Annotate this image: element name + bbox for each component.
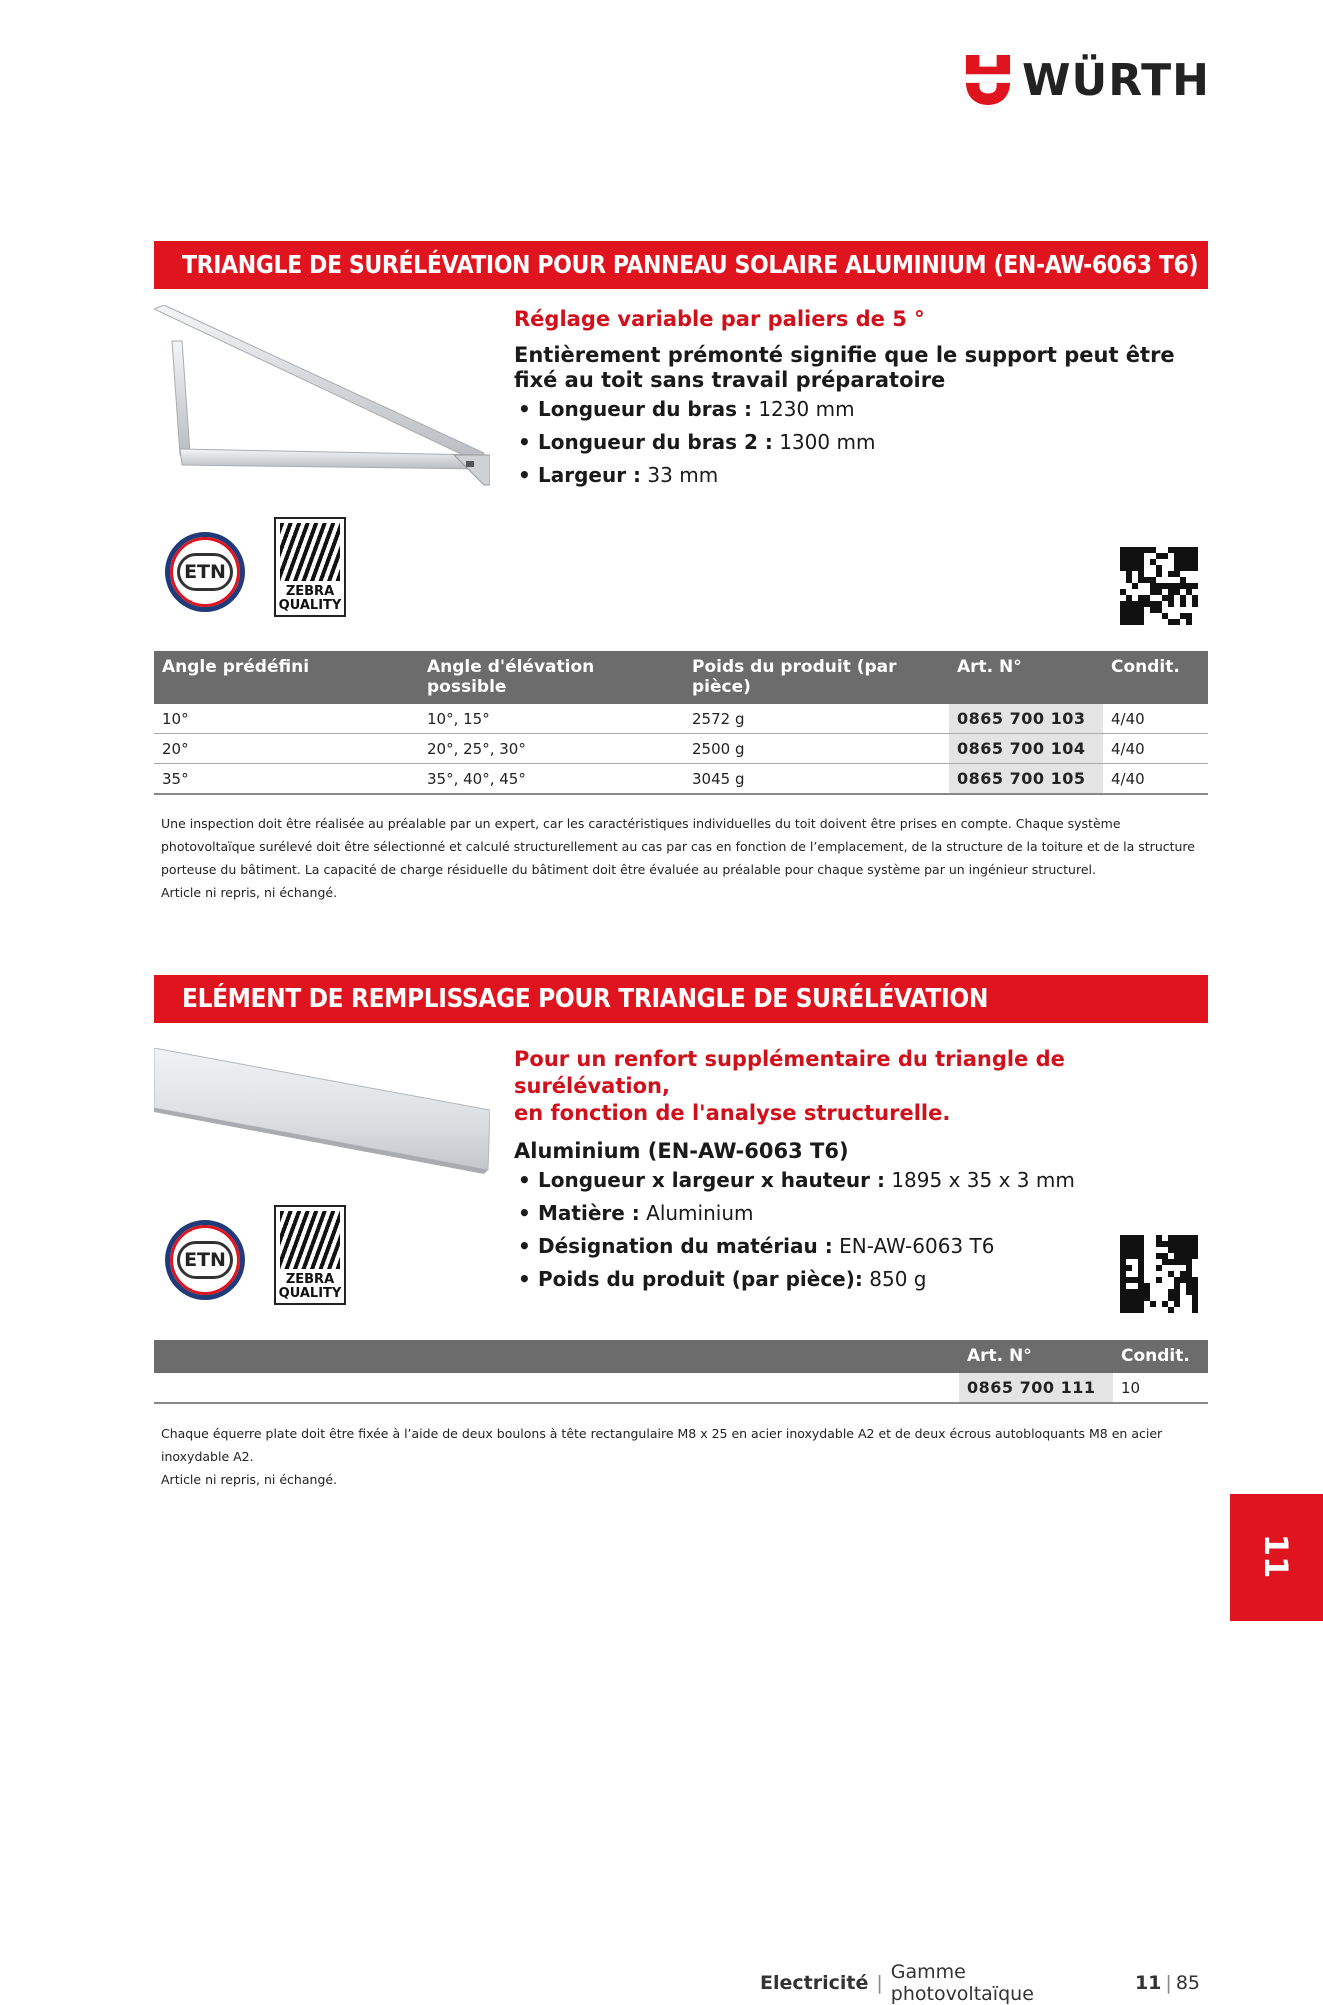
product-2-tagline: Pour un renfort supplémentaire du triangle de surélévation, en fonction de l'analyse structurelle.	[514, 1047, 1065, 1125]
table-row: 35° 35°, 40°, 45° 3045 g 0865 700 105 4/40	[154, 764, 1208, 795]
etn-badge-icon: ETN	[165, 1220, 245, 1300]
spec-item: • Matière : Aluminium	[518, 1201, 754, 1225]
spec-item: • Longueur du bras : 1230 mm	[518, 397, 855, 421]
spec-item: • Désignation du matériau : EN-AW-6063 T6	[518, 1234, 995, 1258]
brand-name: WÜRTH	[1021, 54, 1210, 106]
table-row: 20° 20°, 25°, 30° 2500 g 0865 700 104 4/40	[154, 734, 1208, 764]
product-2-title: ELÉMENT DE REMPLISSAGE POUR TRIANGLE DE SURÉLÉVATION	[154, 975, 1208, 1023]
wurth-logo-icon	[964, 52, 1012, 108]
spec-item: • Longueur x largeur x hauteur : 1895 x 35 x 3 mm	[518, 1168, 1075, 1192]
col-header: Condit.	[1113, 1340, 1208, 1373]
col-header: Art. N°	[959, 1340, 1113, 1373]
aluminium-bar-illustration	[154, 1048, 490, 1174]
product-2-table	[154, 1340, 1208, 1404]
product-1-features	[514, 306, 1214, 492]
article-number[interactable]: 0865 700 104	[949, 734, 1103, 764]
zebra-quality-icon: ZEBRA QUALITY	[274, 1205, 346, 1305]
table-row: 10° 10°, 15° 2572 g 0865 700 103 4/40	[154, 704, 1208, 734]
product-1-spec-list	[514, 393, 1214, 492]
spec-item: • Poids du produit (par pièce): 850 g	[518, 1267, 927, 1291]
table-row: 0865 700 111 10	[154, 1373, 1208, 1403]
col-header: Condit.	[1103, 651, 1208, 704]
page-footer: Electricité | Gamme photovoltaïque 11 | 85	[760, 1961, 1200, 2005]
product-2-features	[514, 1046, 1214, 1296]
col-header: Angle prédéfini	[154, 651, 419, 704]
etn-badge-icon: ETN	[165, 532, 245, 612]
col-header: Art. N°	[949, 651, 1103, 704]
zebra-quality-icon: ZEBRA QUALITY	[274, 517, 346, 617]
product-1-image	[154, 305, 490, 495]
product-1-tagline: Réglage variable par paliers de 5 °	[514, 307, 925, 331]
chapter-tab[interactable]: 11	[1230, 1494, 1323, 1621]
brand-logo	[964, 52, 1210, 108]
spec-item: • Longueur du bras 2 : 1300 mm	[518, 430, 876, 454]
footer-section: Electricité	[760, 1972, 869, 1994]
product-2-spec-list	[514, 1164, 1214, 1296]
elevation-triangle-illustration	[154, 305, 490, 495]
col-header: Angle d'élévation possible	[419, 651, 684, 704]
spec-item: • Largeur : 33 mm	[518, 463, 719, 487]
qr-code-icon[interactable]	[1120, 1235, 1198, 1313]
product-1-title: TRIANGLE DE SURÉLÉVATION POUR PANNEAU SOLAIRE ALUMINIUM (EN-AW-6063 T6)	[154, 241, 1208, 289]
col-header-empty	[154, 1340, 959, 1373]
col-header: Poids du produit (par pièce)	[684, 651, 949, 704]
article-number[interactable]: 0865 700 103	[949, 704, 1103, 734]
product-2-image	[154, 1048, 490, 1174]
product-1-intro: Entièrement prémonté signifie que le support peut être fixé au toit sans travail préparatoire	[514, 343, 1175, 392]
product-2-intro: Aluminium (EN-AW-6063 T6)	[514, 1139, 849, 1163]
footer-subsection: Gamme photovoltaïque	[890, 1961, 1034, 2005]
product-2-note: Chaque équerre plate doit être fixée à l’aide de deux boulons à tête rectangulaire M8 x 25 en acier inoxydable A2 et de deux écrous autobloquants M8 en acier inoxydable A2. Article ni repris, ni échangé.	[161, 1426, 1163, 1487]
qr-code-icon[interactable]	[1120, 547, 1198, 625]
product-1-table	[154, 651, 1208, 795]
product-1-note: Une inspection doit être réalisée au préalable par un expert, car les caractéristiques individuelles du toit doivent être prises en compte. Chaque système photovoltaïque surélevé doit être sélectionné et calculé structurellement au cas par cas en fonction de l’emplacement, de la structure de la toiture et de la structure porteuse du bâtiment. La capacité de charge résiduelle du bâtiment doit être évaluée au préalable pour chaque système par un ingénieur structurel. Article ni repris, ni échangé.	[161, 816, 1195, 900]
page-number: 85	[1175, 1972, 1200, 1994]
footer-chapter: 11	[1134, 1972, 1162, 1994]
article-number[interactable]: 0865 700 111	[959, 1373, 1113, 1403]
article-number[interactable]: 0865 700 105	[949, 764, 1103, 795]
